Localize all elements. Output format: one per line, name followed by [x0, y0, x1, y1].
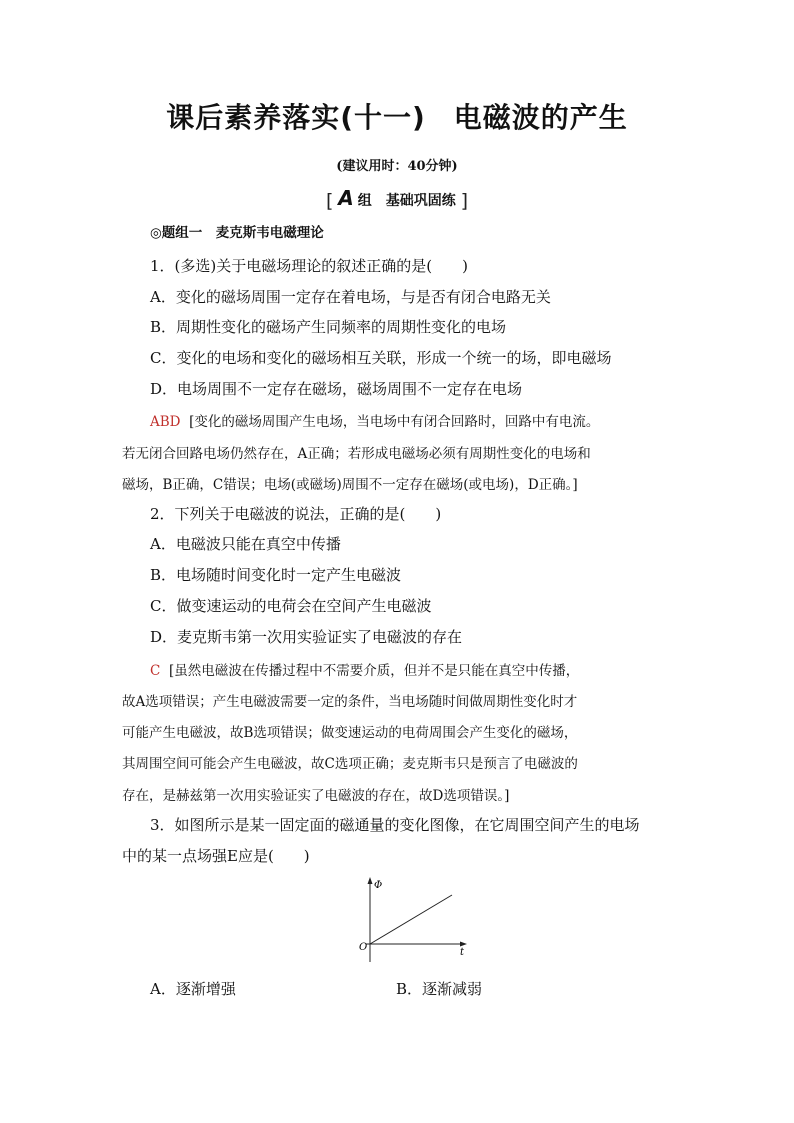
q2-explain-3: 可能产生电磁波，故B选项错误；做变速运动的电荷周围会产生变化的磁场，	[122, 725, 578, 741]
group-bracket-close: ]	[460, 190, 469, 212]
graph-y-arrow	[368, 877, 373, 884]
q3-stem-2: 中的某一点场强E应是( )	[122, 847, 310, 865]
graph-y-label: Φ	[374, 880, 383, 891]
graph-line	[370, 895, 452, 944]
q1-explain-3: 磁场，B正确，C错误；电场(或磁场)周围不一定存在磁场(或电场)，D正确。]	[122, 477, 578, 493]
q1-option-d: D．电场周围不一定存在磁场，磁场周围不一定存在电场	[150, 380, 523, 398]
section-heading: ◎题组一 麦克斯韦电磁理论	[150, 225, 324, 241]
q2-answer: C	[150, 663, 161, 679]
q3-option-b: B．逐渐减弱	[396, 980, 483, 998]
graph-x-label: t	[460, 947, 465, 958]
q2-option-c: C．做变速运动的电荷会在空间产生电磁波	[150, 597, 432, 615]
q3-stem-1: 3．如图所示是某一固定面的磁通量的变化图像，在它周围空间产生的电场	[150, 816, 640, 834]
flux-time-graph	[356, 876, 474, 966]
q1-answer: ABD	[150, 414, 181, 430]
q2-answer-line	[150, 659, 579, 679]
graph-origin-label: O	[359, 942, 368, 953]
title-main: 课后素养落实(十一)	[166, 101, 426, 134]
graph-x-arrow	[460, 942, 467, 947]
group-name: 组 基础巩固练	[357, 193, 456, 209]
q1-explain-2: 若无闭合回路电场仍然存在，A正确；若形成电磁场必须有周期性变化的电场和	[122, 446, 591, 462]
page-title	[0, 96, 794, 136]
q1-explain-1: [变化的磁场周围产生电场，当电场中有闭合回路时，回路中有电流。	[189, 414, 600, 430]
q2-option-a: A．电磁波只能在真空中传播	[150, 535, 341, 553]
title-sub: 电磁波的产生	[453, 101, 628, 134]
q2-explain-1: [虽然电磁波在传播过程中不需要介质，但并不是只能在真空中传播，	[168, 663, 580, 679]
q1-answer-line	[150, 410, 599, 430]
time-note: (建议用时：40分钟)	[336, 159, 458, 174]
q2-option-b: B．电场随时间变化时一定产生电磁波	[150, 566, 402, 584]
q2-explain-4: 其周围空间可能会产生电磁波，故C选项正确；麦克斯韦只是预言了电磁波的	[122, 756, 578, 772]
q1-option-c: C．变化的电场和变化的磁场相互关联，形成一个统一的场，即电磁场	[150, 349, 612, 367]
q1-stem: 1．(多选)关于电磁场理论的叙述正确的是( )	[150, 257, 468, 275]
group-letter: A	[338, 186, 354, 210]
group-bracket-open: [	[325, 190, 334, 212]
q2-option-d: D．麦克斯韦第一次用实验证实了电磁波的存在	[150, 628, 463, 646]
group-heading	[0, 186, 794, 212]
q2-stem: 2．下列关于电磁波的说法，正确的是( )	[150, 505, 442, 523]
q1-option-a: A．变化的磁场周围一定存在着电场，与是否有闭合电路无关	[150, 288, 551, 306]
q3-option-a: A．逐渐增强	[150, 980, 236, 998]
q1-option-b: B．周期性变化的磁场产生同频率的周期性变化的电场	[150, 318, 507, 336]
q2-explain-2: 故A选项错误；产生电磁波需要一定的条件，当电场随时间做周期性变化时才	[122, 694, 578, 710]
q2-explain-5: 存在，是赫兹第一次用实验证实了电磁波的存在，故D选项错误。]	[122, 788, 510, 804]
